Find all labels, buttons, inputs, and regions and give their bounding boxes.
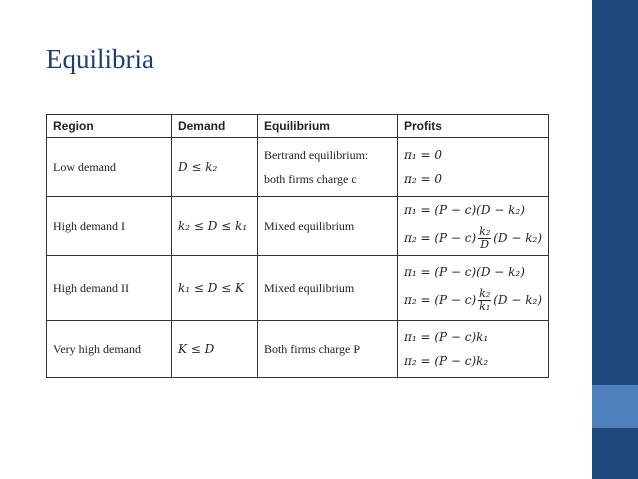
profit-firm1: π₁ = (P − c)(D − k₂) bbox=[403, 265, 525, 279]
profit-firm2 bbox=[404, 222, 542, 254]
equilibrium-cell: Both firms charge P bbox=[257, 321, 397, 378]
region-cell: High demand I bbox=[47, 197, 172, 256]
header-demand: Demand bbox=[171, 115, 257, 138]
equilibria-table bbox=[46, 114, 549, 378]
fraction-numerator: k₂ bbox=[479, 224, 491, 238]
demand-cell: D ≤ k₂ bbox=[171, 138, 257, 197]
profit-firm1: π₁ = (P − c)(D − k₂) bbox=[403, 203, 525, 217]
profit-firm2 bbox=[404, 284, 542, 316]
header-profits: Profits bbox=[397, 115, 548, 138]
sidebar-accent-light bbox=[592, 385, 638, 428]
table-row bbox=[47, 138, 549, 197]
profit-firm1: π₁ = (P − c)k₁ bbox=[403, 330, 489, 344]
profit2-suffix: (D − k₂) bbox=[493, 293, 542, 307]
fraction-numerator: k₂ bbox=[479, 286, 491, 300]
fraction bbox=[478, 288, 491, 313]
equilibrium-cell bbox=[257, 138, 397, 197]
demand-cell: K ≤ D bbox=[171, 321, 257, 378]
profit-firm1: π₁ = 0 bbox=[403, 148, 442, 162]
header-region: Region bbox=[47, 115, 172, 138]
fraction-denominator: k₁ bbox=[479, 299, 491, 313]
equilibrium-line: both firms charge c bbox=[263, 172, 357, 186]
profit2-suffix: (D − k₂) bbox=[493, 231, 542, 245]
table-row bbox=[47, 256, 549, 321]
demand-cell: k₁ ≤ D ≤ K bbox=[171, 256, 257, 321]
profits-cell bbox=[397, 197, 548, 256]
region-cell: Very high demand bbox=[47, 321, 172, 378]
region-cell: Low demand bbox=[47, 138, 172, 197]
table-row bbox=[47, 197, 549, 256]
header-equilibrium: Equilibrium bbox=[257, 115, 397, 138]
profits-cell bbox=[397, 138, 548, 197]
profit-firm2: π₂ = (P − c)k₂ bbox=[403, 354, 489, 368]
sidebar-accent-dark bbox=[592, 0, 638, 385]
sidebar-accent-dark-bottom bbox=[592, 428, 638, 479]
fraction-denominator: D bbox=[480, 237, 490, 251]
profits-cell bbox=[397, 321, 548, 378]
profits-cell bbox=[397, 256, 548, 321]
region-cell: High demand II bbox=[47, 256, 172, 321]
slide-title: Equilibria bbox=[46, 44, 154, 74]
table-row bbox=[47, 321, 549, 378]
demand-cell: k₂ ≤ D ≤ k₁ bbox=[171, 197, 257, 256]
table-header-row bbox=[47, 115, 549, 138]
equilibrium-line: Bertrand equilibrium: bbox=[263, 148, 369, 162]
equilibrium-cell: Mixed equilibrium bbox=[257, 256, 397, 321]
equilibrium-cell: Mixed equilibrium bbox=[257, 197, 397, 256]
fraction bbox=[478, 226, 491, 251]
profit2-prefix: π₂ = (P − c) bbox=[403, 231, 477, 245]
profit2-prefix: π₂ = (P − c) bbox=[403, 293, 477, 307]
profit-firm2: π₂ = 0 bbox=[403, 172, 442, 186]
